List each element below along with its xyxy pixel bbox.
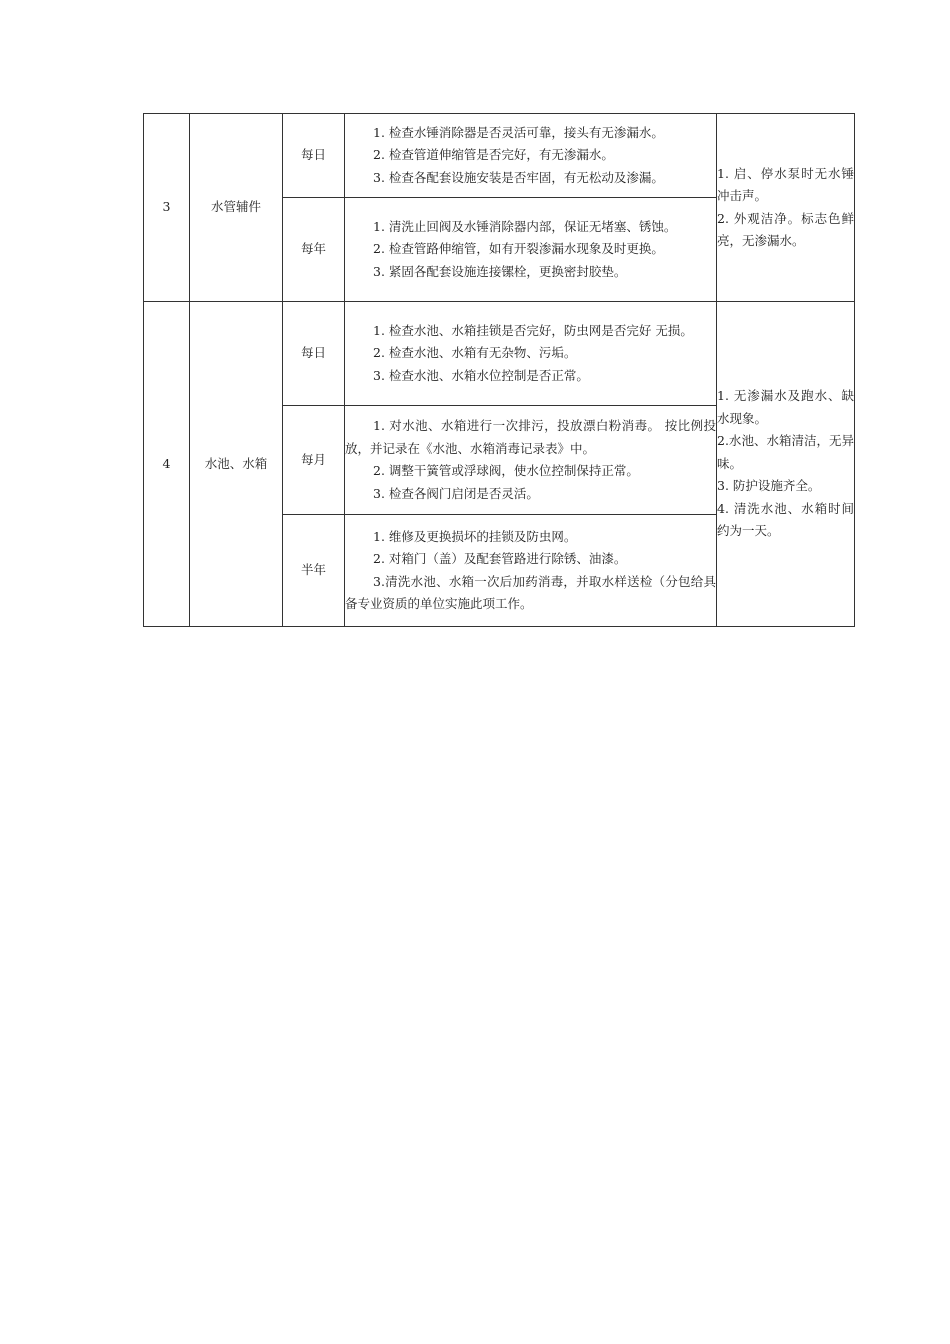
task-list (345, 198, 717, 302)
task-list (345, 406, 717, 515)
standard-item: 2. 外观洁净。标志色鲜亮，无渗漏水。 (717, 210, 854, 248)
standard-item: 1. 无渗漏水及跑水、缺水现象。 (717, 388, 854, 426)
frequency-label: 每日 (283, 302, 345, 406)
maintenance-table (143, 113, 855, 627)
task-item: 1. 检查水锤消除器是否灵活可靠，接头有无渗漏水。 (373, 124, 664, 140)
standard-item: 1. 启、停水泵时无水锤冲击声。 (717, 165, 854, 203)
task-item: 3. 检查水池、水箱水位控制是否正常。 (373, 367, 589, 383)
standard-item: 2.水池、水箱清洁，无异味。 (717, 433, 854, 471)
standard-item: 3. 防护设施齐全。 (717, 478, 821, 494)
task-item: 3.清洗水池、水箱一次后加药消毒，并取水样送检（分包给具备专业资质的单位实施此项工作。 (345, 573, 716, 611)
task-list (345, 114, 717, 198)
standards-cell (717, 114, 855, 302)
frequency-label: 每月 (283, 406, 345, 515)
frequency-label: 每日 (283, 114, 345, 198)
standard-item: 4. 清洗水池、水箱时间约为一天。 (717, 500, 854, 539)
task-item: 3. 紧固各配套设施连接镙栓，更换密封胶垫。 (373, 263, 627, 279)
task-item: 1. 对水池、水箱进行一次排污，投放漂白粉消毒。 按比例投放，并记录在《水池、水箱消毒记录表》中。 (345, 418, 716, 456)
equipment-name: 水池、水箱 (190, 302, 283, 627)
row-number: 3 (144, 114, 190, 302)
task-item: 1. 检查水池、水箱挂锁是否完好，防虫网是否完好 无损。 (373, 322, 693, 338)
frequency-label: 半年 (283, 515, 345, 627)
task-item: 1. 清洗止回阀及水锤消除器内部，保证无堵塞、锈蚀。 (373, 218, 677, 234)
task-list (345, 302, 717, 406)
frequency-label: 每年 (283, 198, 345, 302)
task-item: 3. 检查各配套设施安装是否牢固，有无松动及渗漏。 (373, 169, 664, 185)
standards-cell (717, 302, 855, 627)
table-row (144, 302, 855, 406)
task-item: 2. 检查水池、水箱有无杂物、污垢。 (373, 345, 577, 361)
task-item: 1. 维修及更换损坏的挂锁及防虫网。 (373, 528, 577, 544)
task-list (345, 515, 717, 627)
row-number: 4 (144, 302, 190, 627)
task-item: 2. 对箱门（盖）及配套管路进行除锈、油漆。 (373, 551, 627, 566)
task-item: 2. 调整干簧管或浮球阀，使水位控制保持正常。 (373, 463, 639, 478)
task-item: 3. 检查各阀门启闭是否灵活。 (373, 485, 539, 501)
table-row (144, 114, 855, 198)
equipment-name: 水管辅件 (190, 114, 283, 302)
task-item: 2. 检查管道伸缩管是否完好，有无渗漏水。 (373, 147, 614, 163)
task-item: 2. 检查管路伸缩管，如有开裂渗漏水现象及时更换。 (373, 241, 664, 257)
